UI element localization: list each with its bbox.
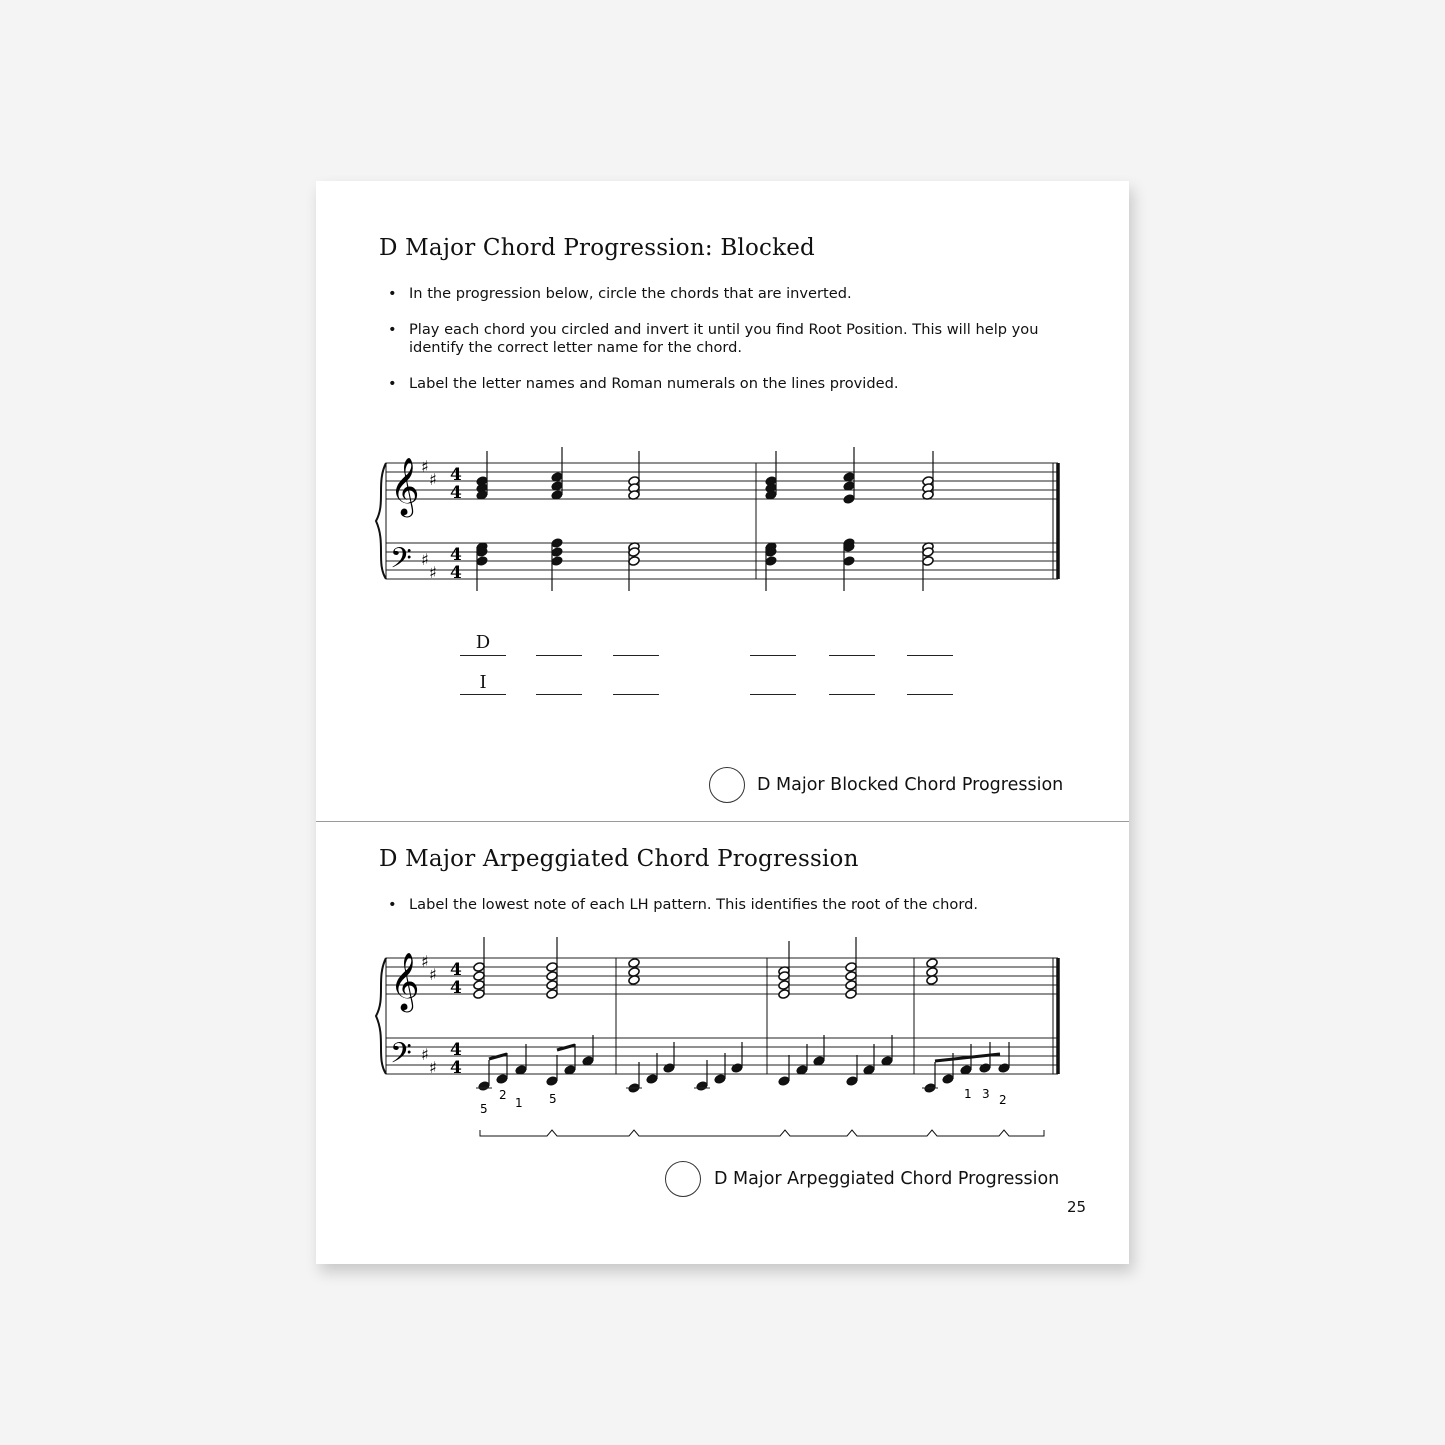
note-head (546, 962, 558, 973)
fingering-number: 3 (982, 1087, 990, 1101)
note-head (546, 1076, 558, 1087)
page-number: 25 (1067, 1198, 1087, 1216)
bullet-item: • Label the lowest note of each LH pattern. This identifies the root of the chord. (388, 896, 978, 913)
time-signature-bottom: 4 (450, 978, 462, 998)
section-title-blocked: D Major Chord Progression: Blocked (379, 235, 815, 261)
bullet-item: • Play each chord you circled and invert it until you find Root Position. This will help you identify the correct letter name for the chord. (388, 321, 1039, 356)
note-head (845, 989, 857, 1000)
letter-blank[interactable] (750, 655, 796, 656)
note-head (696, 1081, 708, 1092)
note-head (473, 980, 485, 991)
completion-checkbox-arpeggiated[interactable] (665, 1161, 701, 1197)
bullet-item: • Label the letter names and Roman numerals on the lines provided. (388, 375, 899, 392)
note-head (846, 1076, 858, 1087)
time-signature-bottom: 4 (450, 483, 462, 503)
note-head (473, 971, 485, 982)
sharp-sign: ♯ (421, 1045, 429, 1064)
note-head (714, 1074, 726, 1085)
numeral-blank[interactable] (907, 694, 953, 695)
numeral-answer[interactable]: I (479, 672, 487, 693)
note-head (731, 1063, 743, 1074)
checkbox-label: D Major Blocked Chord Progression (757, 775, 1064, 795)
arpeggiated-grand-staff (316, 936, 1129, 1136)
fingering-number: 2 (499, 1088, 507, 1102)
note-head (628, 556, 640, 567)
note-head (845, 980, 857, 991)
brace (376, 958, 386, 1074)
blocked-grand-staff (316, 431, 1129, 631)
numeral-blank[interactable] (829, 694, 875, 695)
fingering-number: 5 (549, 1092, 557, 1106)
note-head (646, 1074, 658, 1085)
treble-clef: 𝄞 (390, 457, 420, 515)
note-head (942, 1074, 954, 1085)
sharp-sign: ♯ (421, 952, 429, 971)
sharp-sign: ♯ (421, 550, 429, 569)
note-head (478, 1081, 490, 1092)
section-title-arpeggiated: D Major Arpeggiated Chord Progression (379, 846, 859, 872)
note-head (476, 556, 488, 567)
sharp-sign: ♯ (429, 563, 437, 582)
letter-blank[interactable] (536, 655, 582, 656)
note-head (843, 494, 855, 505)
note-head (663, 1063, 675, 1074)
sharp-sign: ♯ (429, 1058, 437, 1077)
completion-checkbox-blocked[interactable] (709, 767, 745, 803)
bass-clef: 𝄢 (390, 542, 412, 582)
note-head (778, 980, 790, 991)
time-signature-bottom: 4 (450, 563, 462, 583)
note-head (979, 1063, 991, 1074)
time-signature-bottom: 4 (450, 1058, 462, 1078)
note-head (473, 989, 485, 1000)
checkbox-label: D Major Arpeggiated Chord Progression (714, 1169, 1060, 1189)
letter-blank[interactable] (829, 655, 875, 656)
fingering-number: 1 (964, 1087, 972, 1101)
note-head (843, 556, 855, 567)
fingering-number: 1 (515, 1096, 523, 1110)
numeral-blank[interactable] (613, 694, 659, 695)
note-head (998, 1063, 1010, 1074)
numeral-blank[interactable] (750, 694, 796, 695)
numeral-blank[interactable] (536, 694, 582, 695)
numeral-blank[interactable] (460, 694, 506, 695)
time-signature-top: 4 (450, 545, 462, 565)
note-head (546, 989, 558, 1000)
section-divider (316, 821, 1129, 822)
letter-blank[interactable] (460, 655, 506, 656)
note-head (473, 962, 485, 973)
workbook-page (316, 181, 1129, 1264)
time-signature-top: 4 (450, 1040, 462, 1060)
treble-clef: 𝄞 (390, 952, 420, 1010)
note-head (845, 971, 857, 982)
note-head (778, 1076, 790, 1087)
time-signature-top: 4 (450, 465, 462, 485)
note-head (922, 556, 934, 567)
pedal-marking (480, 1130, 1044, 1136)
sharp-sign: ♯ (429, 470, 437, 489)
time-signature-top: 4 (450, 960, 462, 980)
note-head (551, 556, 563, 567)
note-head (551, 547, 563, 558)
note-head (546, 980, 558, 991)
note-head (765, 556, 777, 567)
letter-blank[interactable] (907, 655, 953, 656)
sharp-sign: ♯ (429, 965, 437, 984)
fingering-number: 5 (480, 1102, 488, 1116)
note-head (551, 538, 563, 549)
letter-blank[interactable] (613, 655, 659, 656)
fingering-number: 2 (999, 1093, 1007, 1107)
sharp-sign: ♯ (421, 457, 429, 476)
bullet-item: • In the progression below, circle the chords that are inverted. (388, 285, 852, 302)
note-head (496, 1074, 508, 1085)
letter-answer[interactable]: D (475, 632, 491, 653)
note-head (546, 971, 558, 982)
brace (376, 463, 386, 579)
note-head (845, 962, 857, 973)
note-head (778, 989, 790, 1000)
bass-clef: 𝄢 (390, 1037, 412, 1077)
